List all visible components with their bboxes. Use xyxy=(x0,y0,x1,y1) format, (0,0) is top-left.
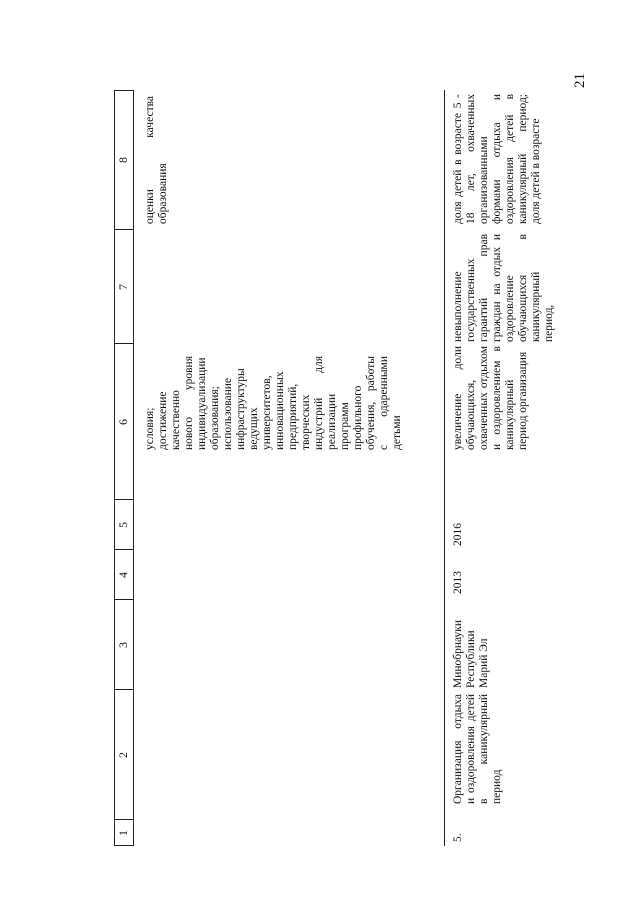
table-top-border xyxy=(114,90,115,846)
column-number-1: 1 xyxy=(116,830,130,836)
column-number-4: 4 xyxy=(116,572,130,578)
column-number-5: 5 xyxy=(116,522,130,528)
measure-name: Организация отдыха и оздоровления детей в каникулярный период xyxy=(452,694,503,804)
expected-result: увеличение доли обучающихся, охваченных отдыхом и оздоровлением в каникулярный период организация xyxy=(452,346,529,450)
row-number: 5. xyxy=(452,833,464,842)
consequences-of-nonimplementation: невыполнение государственных гарантий прав граждан на отдых и оздоровление обучающихся в каникулярный период, xyxy=(452,234,555,342)
target-indicators: доля детей в возрасте 5 - 18 лет, охваченных организованными формами отдыха и оздоровления детей в каникулярный период; доля детей в возрасте xyxy=(452,94,542,224)
header-bottom-border xyxy=(133,90,134,846)
measures-table xyxy=(114,90,574,846)
page-number: 21 xyxy=(572,73,588,88)
continuation-measure-description: условия; достижение качественно нового уровня индивидуализации образования; использование инфраструктуры ведущих университетов, инновационных предприятий, творческих индустрий для реализации программ профильного обучения, работы с одаренными детьми xyxy=(144,356,403,450)
column-number-2: 2 xyxy=(116,752,130,758)
column-number-3: 3 xyxy=(116,642,130,648)
end-year: 2016 xyxy=(452,523,464,546)
column-number-6: 6 xyxy=(116,419,130,425)
executor: Минобрнауки Республики Марий Эл xyxy=(452,619,490,688)
start-year: 2013 xyxy=(452,571,464,594)
column-number-8: 8 xyxy=(116,157,130,163)
column-number-7: 7 xyxy=(116,284,130,290)
continuation-indicator: оценки качества образования xyxy=(144,96,169,224)
continuation-row-bottom-border xyxy=(444,90,445,846)
